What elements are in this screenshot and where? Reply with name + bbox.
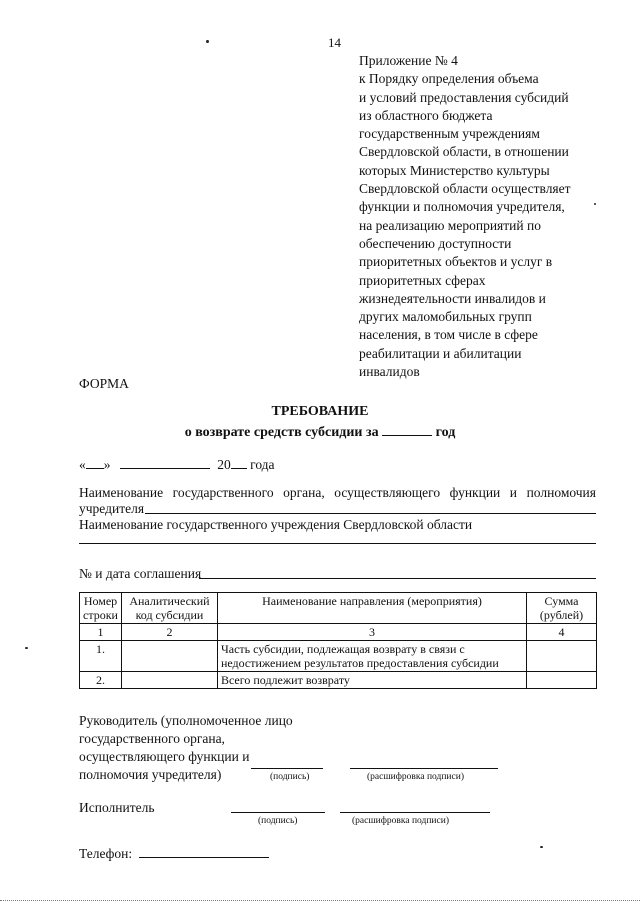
column-number-row bbox=[80, 624, 597, 641]
row-code[interactable] bbox=[121, 641, 217, 672]
scan-speck bbox=[206, 40, 209, 43]
row-sum[interactable] bbox=[527, 672, 597, 689]
appendix-line: Свердловской области, в отношении bbox=[359, 144, 569, 160]
appendix-line: жизнедеятельности инвалидов и bbox=[359, 290, 546, 306]
appendix-line: приоритетных объектов и услуг в bbox=[359, 254, 553, 270]
date-line bbox=[79, 456, 275, 473]
month-blank[interactable] bbox=[120, 456, 210, 469]
appendix-line: и условий предоставления субсидий bbox=[359, 89, 569, 105]
appendix-line: из областного бюджета bbox=[359, 107, 493, 123]
scan-speck bbox=[540, 846, 543, 848]
refund-table bbox=[79, 592, 597, 689]
head-label-line: Руководитель (уполномоченное лицо bbox=[79, 713, 293, 728]
executor-label: Исполнитель bbox=[79, 800, 155, 815]
appendix-line: приоритетных сферах bbox=[359, 272, 486, 288]
appendix-line: на реализацию мероприятий по bbox=[359, 217, 541, 233]
column-number: 1 bbox=[80, 624, 122, 641]
appendix-line: других маломобильных групп bbox=[359, 309, 532, 325]
org-name-label-continued: учредителя bbox=[79, 501, 145, 516]
scan-speck bbox=[594, 203, 596, 205]
executor-decode-field[interactable] bbox=[340, 812, 490, 813]
head-label-line: полномочия учредителя) bbox=[79, 767, 222, 782]
table-row bbox=[80, 672, 597, 689]
open-quote: « bbox=[79, 457, 86, 472]
appendix-line: Свердловской области осуществляет bbox=[359, 181, 571, 197]
row-name: Всего подлежит возврату bbox=[217, 672, 526, 689]
institution-name-label: Наименование государственного учреждения Свердловской области bbox=[79, 517, 473, 532]
table-row bbox=[80, 641, 597, 672]
phone-label bbox=[79, 845, 269, 862]
header-cell: Сумма (рублей) bbox=[527, 593, 597, 624]
appendix-line: к Порядку определения объема bbox=[359, 71, 539, 87]
org-name-label: Наименование государственного органа, осуществляющего функции и полномочия bbox=[79, 485, 596, 500]
signature-caption: (подпись) bbox=[270, 772, 310, 782]
row-name: Часть субсидии, подлежащая возврату в связи с недостижением результатов предоставления субсидии bbox=[217, 641, 526, 672]
executor-signature-field[interactable] bbox=[231, 812, 325, 813]
appendix-line: населения, в том числе в сфере bbox=[359, 327, 538, 343]
phone-field[interactable] bbox=[139, 845, 269, 858]
agreement-field[interactable] bbox=[199, 578, 596, 579]
decode-caption: (расшифровка подписи) bbox=[352, 816, 449, 826]
form-label: ФОРМА bbox=[79, 376, 129, 391]
appendix-header bbox=[359, 52, 599, 381]
decode-caption: (расшифровка подписи) bbox=[367, 772, 464, 782]
document-subtitle bbox=[0, 423, 640, 441]
agreement-label: № и дата соглашения bbox=[79, 566, 202, 581]
header-cell: Номер строки bbox=[80, 593, 122, 624]
column-number: 3 bbox=[217, 624, 526, 641]
year-suffix: года bbox=[250, 457, 275, 472]
org-name-field[interactable] bbox=[145, 513, 596, 514]
head-decode-field[interactable] bbox=[350, 768, 498, 769]
institution-name-field[interactable] bbox=[79, 543, 596, 544]
header-cell: Аналитический код субсидии bbox=[121, 593, 217, 624]
scan-edge-line bbox=[0, 900, 640, 901]
column-number: 2 bbox=[121, 624, 217, 641]
close-quote: » bbox=[103, 457, 111, 472]
page-number: 14 bbox=[328, 35, 341, 50]
phone-label-text: Телефон: bbox=[79, 846, 133, 861]
head-label-line: государственного органа, bbox=[79, 731, 225, 746]
signature-caption: (подпись) bbox=[258, 816, 298, 826]
appendix-line: обеспечению доступности bbox=[359, 235, 512, 251]
year-prefix: 20 bbox=[217, 457, 231, 472]
appendix-line: реабилитации и абилитации bbox=[359, 345, 522, 361]
row-number: 2. bbox=[80, 672, 122, 689]
head-signature-field[interactable] bbox=[251, 768, 323, 769]
appendix-line: инвалидов bbox=[359, 364, 420, 380]
scan-speck bbox=[25, 647, 28, 649]
table-header-row bbox=[80, 593, 597, 624]
row-sum[interactable] bbox=[527, 641, 597, 672]
year-digits-blank[interactable] bbox=[231, 456, 247, 469]
header-cell: Наименование направления (мероприятия) bbox=[217, 593, 526, 624]
year-blank[interactable] bbox=[382, 423, 432, 436]
head-signature-label bbox=[79, 712, 293, 784]
day-blank[interactable] bbox=[86, 456, 104, 469]
column-number: 4 bbox=[527, 624, 597, 641]
row-code[interactable] bbox=[121, 672, 217, 689]
appendix-line: государственным учреждениям bbox=[359, 126, 540, 142]
subtitle-prefix: о возврате средств субсидии за bbox=[184, 425, 379, 440]
row-number: 1. bbox=[80, 641, 122, 672]
appendix-line: функции и полномочия учредителя, bbox=[359, 199, 565, 215]
document-title: ТРЕБОВАНИЕ bbox=[271, 404, 369, 419]
appendix-line: Приложение № 4 bbox=[359, 53, 458, 68]
subtitle-suffix: год bbox=[435, 425, 456, 440]
head-label-line: осуществляющего функции и bbox=[79, 749, 250, 764]
appendix-line: которых Министерство культуры bbox=[359, 162, 550, 178]
